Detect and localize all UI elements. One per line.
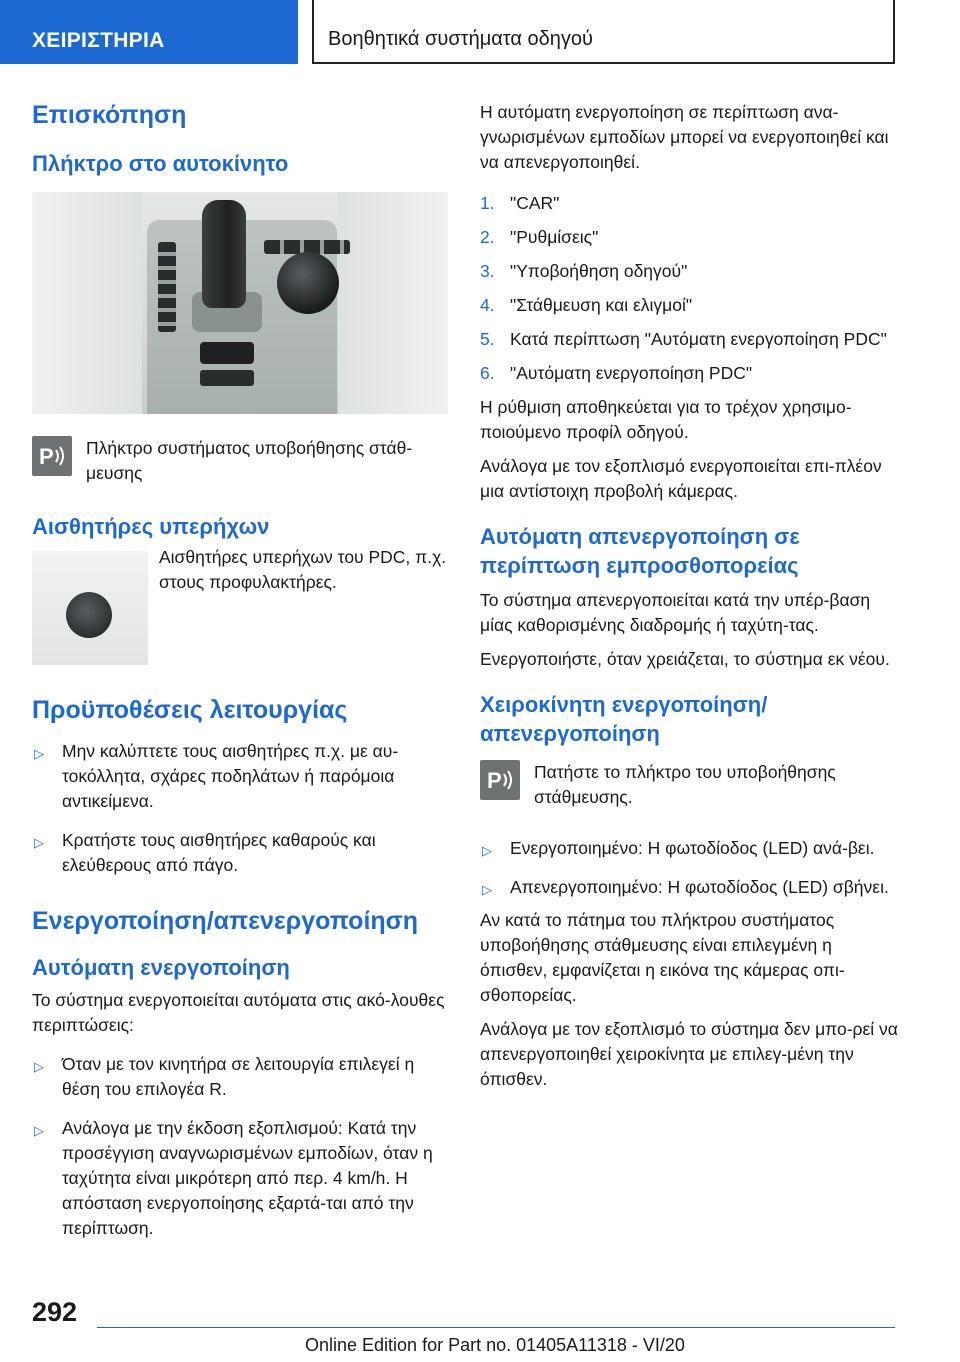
key-icon-caption: Πλήκτρο συστήματος υποβοήθησης στάθ-μευσης	[86, 438, 413, 484]
list-item: 1. "CAR"	[480, 193, 560, 213]
list-item: 4. "Στάθμευση και ελιγμοί"	[480, 295, 693, 315]
footer-edition: Online Edition for Part no. 01405A11318 - VI/20	[305, 1335, 685, 1355]
left-column	[32, 100, 450, 1255]
triangle-bullet-icon: ▷	[482, 882, 492, 898]
auto-activation-text: Το σύστημα ενεργοποιείται αυτόματα στις ακό-λουθες περιπτώσεις:	[32, 989, 445, 1035]
footer-divider	[97, 1327, 895, 1328]
header-chapter-title: Βοηθητικά συστήματα οδηγού	[312, 0, 895, 64]
list-item: ▷ Όταν με τον κινητήρα σε λειτουργία επιλεγεί η θέση του επιλογέα R.	[34, 1053, 415, 1099]
svg-text:P: P	[39, 444, 54, 470]
ultrasonic-sensor-image	[32, 551, 148, 665]
center-console-photo	[32, 192, 448, 414]
parking-sensor-icon	[32, 436, 72, 476]
triangle-bullet-icon: ▷	[482, 843, 492, 859]
reverse-text: Αν κατά το πάτημα του πλήκτρου συστήματος υποβοήθησης στάθμευσης είναι επιλεγμένη η όπισθεν, εμφανίζεται η εικόνα της κάμερας οπι-σθοπορείας.	[480, 910, 845, 1006]
activation-heading: Ενεργοποίηση/απενεργοποίηση	[32, 906, 419, 935]
manual-heading: Χειροκίνητη ενεργοποίηση/ απενεργοποίηση	[480, 692, 768, 747]
triangle-bullet-icon: ▷	[34, 1122, 44, 1138]
key-heading: Πλήκτρο στο αυτοκίνητο	[32, 151, 289, 177]
list-item: ▷ Μην καλύπτετε τους αισθητήρες π.χ. με αυ-τοκόλλητα, σχάρες ποδηλάτων ή παρόμοια αντικείμενα.	[34, 740, 399, 811]
list-item: 6. "Αυτόματη ενεργοποίηση PDC"	[480, 363, 753, 383]
sensors-caption: Αισθητήρες υπερήχων του PDC, π.χ. στους προφυλακτήρες.	[159, 547, 447, 593]
svg-text:P: P	[487, 768, 502, 794]
triangle-bullet-icon: ▷	[34, 745, 44, 761]
list-item: 2. "Ρυθμίσεις"	[480, 227, 599, 247]
header-section-tab: ΧΕΙΡΙΣΤΗΡΙΑ	[0, 0, 298, 64]
idrive-controller	[277, 252, 339, 314]
list-item: 5. Κατά περίπτωση "Αυτόματη ενεργοποίηση PDC"	[480, 329, 887, 349]
parking-sensor-icon	[480, 760, 520, 800]
triangle-bullet-icon: ▷	[34, 834, 44, 850]
camera-text: Ανάλογα με τον εξοπλισμό ενεργοποιείται επι-πλέον μια αντίστοιχη προβολή κάμερας.	[480, 456, 882, 501]
equipment-text: Ανάλογα με τον εξοπλισμό το σύστημα δεν μπο-ρεί να απενεργοποιηθεί χειροκίνητα με επιλεγ-μένη την όπισθεν.	[480, 1019, 898, 1090]
gear-selector	[202, 200, 246, 308]
list-item: ▷ Ανάλογα με την έκδοση εξοπλισμού: Κατά την προσέγγιση αναγνωρισμένων εμποδίων, όταν η ταχύτητα είναι μικρότερη από περ. 4 km/h. Η απόσταση ενεργοποίησης εξαρτά-ται από την περίπτωση.	[34, 1117, 433, 1238]
reactivate-text: Ενεργοποιήστε, όταν χρειάζεται, το σύστημα εκ νέου.	[480, 649, 890, 670]
list-item: ▷ Κρατήστε τους αισθητήρες καθαρούς και ελεύθερους από πάγο.	[34, 829, 376, 875]
saved-text: Η ρύθμιση αποθηκεύεται για το τρέχον χρησιμο-ποιούμενο προφίλ οδηγού.	[480, 397, 852, 442]
manual-icon-row	[480, 760, 900, 816]
overview-heading: Επισκόπηση	[32, 101, 187, 129]
key-icon-row	[32, 436, 450, 492]
triangle-bullet-icon: ▷	[34, 1058, 44, 1074]
sensor-row	[32, 547, 450, 667]
page-number: 292	[32, 1297, 78, 1327]
list-item: ▷ Ενεργοποιημένο: Η φωτοδίοδος (LED) ανά-βει.	[480, 836, 900, 861]
right-column	[480, 100, 900, 1101]
list-item: 3. "Υποβοήθηση οδηγού"	[480, 261, 688, 281]
sensors-heading: Αισθητήρες υπερήχων	[32, 514, 270, 540]
list-item: ▷ Απενεργοποιημένο: Η φωτοδίοδος (LED) σβήνει.	[480, 875, 900, 900]
auto-activation-heading: Αυτόματη ενεργοποίηση	[32, 954, 290, 980]
manual-icon-caption: Πατήστε το πλήκτρο του υποβοήθησης στάθμευσης.	[534, 762, 836, 808]
auto-off-text: Το σύστημα απενεργοποιείται κατά την υπέρ-βαση μίας καθορισμένης διαδρομής ή ταχύτη-τας.	[480, 590, 871, 636]
auto-off-heading: Αυτόματη απενεργοποίηση σε περίπτωση εμπροσθοπορείας	[480, 524, 800, 579]
requirements-heading: Προϋποθέσεις λειτουργίας	[32, 696, 348, 725]
intro-text: Η αυτόματη ενεργοποίηση σε περίπτωση ανα-γνωρισμένων εμποδίων μπορεί να ενεργοποιηθεί και να απενεργοποιηθεί.	[480, 102, 889, 172]
